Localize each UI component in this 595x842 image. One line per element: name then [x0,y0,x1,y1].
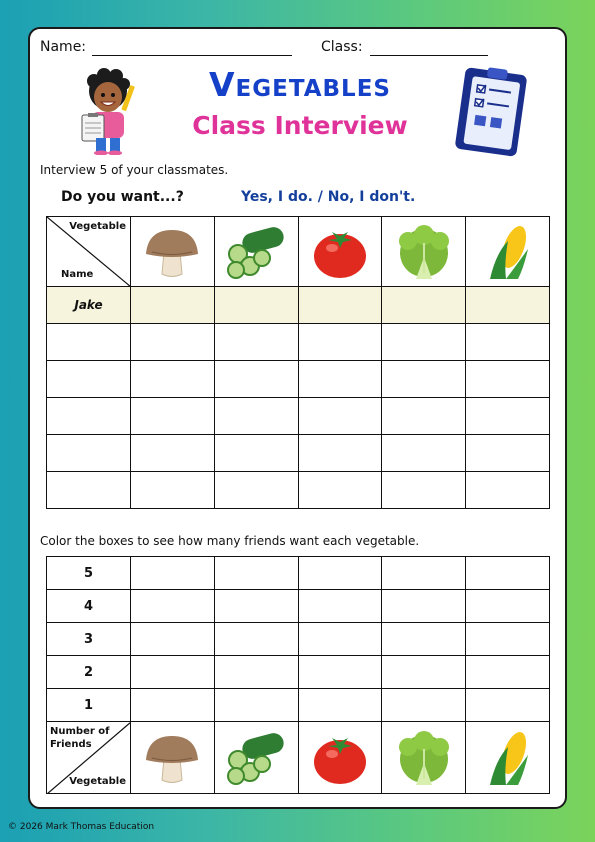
color-box[interactable] [214,623,298,656]
corner-name-label: Name [61,269,94,280]
answer-cell[interactable] [382,435,466,472]
table-row [47,472,550,509]
vegetable-header-mushroom [131,217,215,287]
clipboard-icon [450,65,534,157]
instruction-color-boxes: Color the boxes to see how many friends want each vegetable. [40,534,420,548]
mushroom-icon [142,224,202,280]
color-box[interactable] [298,689,382,722]
answer-cell[interactable] [214,324,298,361]
answer-cell[interactable] [466,435,550,472]
color-box[interactable] [298,557,382,590]
answer-cell[interactable] [131,361,215,398]
answer-text: Yes, I do. / No, I don't. [241,189,416,205]
color-box[interactable] [298,656,382,689]
color-box[interactable] [214,557,298,590]
answer-cell[interactable] [131,324,215,361]
worksheet [28,27,567,809]
table-row [47,623,550,656]
color-box[interactable] [466,557,550,590]
color-box[interactable] [131,557,215,590]
color-box[interactable] [214,656,298,689]
vegetable-header-cucumber [214,217,298,287]
level-label: 2 [47,656,131,689]
answer-cell[interactable] [131,472,215,509]
color-box[interactable] [466,689,550,722]
page-title: Vegetables [208,65,391,104]
answer-cell[interactable] [382,361,466,398]
corn-icon [478,729,538,787]
mushroom-icon [142,730,202,786]
cucumber-icon [224,730,288,786]
student-illustration [72,67,146,155]
vegetable-footer-mushroom [131,722,215,794]
answer-cell[interactable] [214,435,298,472]
color-box[interactable] [382,623,466,656]
interview-table [46,216,550,509]
table-row [47,689,550,722]
vegetable-header-lettuce [382,217,466,287]
vegetable-header-tomato [298,217,382,287]
table-row [47,656,550,689]
answer-cell[interactable] [298,324,382,361]
student-name-cell: Jake [47,287,131,324]
color-box[interactable] [131,590,215,623]
class-label: Class: [321,39,363,55]
color-box[interactable] [466,623,550,656]
corner-friends-label: Number of Friends [50,726,110,750]
answer-cell[interactable] [466,324,550,361]
answer-cell[interactable] [466,361,550,398]
answer-cell[interactable] [298,287,382,324]
interview-header-row [47,217,550,287]
tomato-icon [310,730,370,786]
level-label: 4 [47,590,131,623]
pictograph-corner-cell [47,722,131,794]
student-name-cell[interactable] [47,324,131,361]
student-name-cell[interactable] [47,361,131,398]
color-box[interactable] [382,590,466,623]
table-row [47,590,550,623]
answer-cell[interactable] [466,472,550,509]
color-box[interactable] [466,590,550,623]
answer-cell[interactable] [466,398,550,435]
name-line[interactable] [92,55,292,56]
vegetable-footer-corn [466,722,550,794]
answer-cell[interactable] [214,287,298,324]
color-box[interactable] [214,689,298,722]
corn-icon [478,223,538,281]
name-label: Name: [40,39,87,55]
color-box[interactable] [382,656,466,689]
answer-cell[interactable] [382,472,466,509]
level-label: 1 [47,689,131,722]
interview-corner-cell [47,217,131,287]
pictograph-table [46,556,550,794]
answer-cell[interactable] [131,398,215,435]
table-row [47,361,550,398]
table-row [47,287,550,324]
answer-cell[interactable] [214,398,298,435]
color-box[interactable] [131,689,215,722]
answer-cell[interactable] [298,398,382,435]
answer-cell[interactable] [214,472,298,509]
table-row [47,435,550,472]
level-label: 3 [47,623,131,656]
page-subtitle: Class Interview [192,111,408,140]
answer-cell[interactable] [382,287,466,324]
pictograph-vegetable-row [47,722,550,794]
color-box[interactable] [131,656,215,689]
vegetable-footer-lettuce [382,722,466,794]
class-line[interactable] [370,55,488,56]
cucumber-icon [224,224,288,280]
answer-cell[interactable] [214,361,298,398]
color-box[interactable] [214,590,298,623]
color-box[interactable] [298,590,382,623]
color-box[interactable] [131,623,215,656]
instruction-interview: Interview 5 of your classmates. [40,163,229,177]
answer-cell[interactable] [131,435,215,472]
corner-vegetable-label: Vegetable [69,776,126,787]
answer-cell[interactable] [131,287,215,324]
table-row [47,557,550,590]
question-text: Do you want...? [61,189,184,205]
student-name-cell[interactable] [47,398,131,435]
answer-cell[interactable] [466,287,550,324]
answer-cell[interactable] [298,435,382,472]
color-box[interactable] [298,623,382,656]
lettuce-icon [394,223,454,281]
answer-cell[interactable] [298,361,382,398]
color-box[interactable] [382,689,466,722]
vegetable-footer-tomato [298,722,382,794]
answer-cell[interactable] [382,398,466,435]
tomato-icon [310,224,370,280]
answer-cell[interactable] [298,472,382,509]
student-name-cell[interactable] [47,435,131,472]
color-box[interactable] [466,656,550,689]
vegetable-footer-cucumber [214,722,298,794]
level-label: 5 [47,557,131,590]
answer-cell[interactable] [382,324,466,361]
table-row [47,398,550,435]
color-box[interactable] [382,557,466,590]
student-name-cell[interactable] [47,472,131,509]
copyright-footer: © 2026 Mark Thomas Education [8,822,155,832]
table-row [47,324,550,361]
vegetable-header-corn [466,217,550,287]
corner-vegetable-label: Vegetable [69,221,126,232]
lettuce-icon [394,729,454,787]
